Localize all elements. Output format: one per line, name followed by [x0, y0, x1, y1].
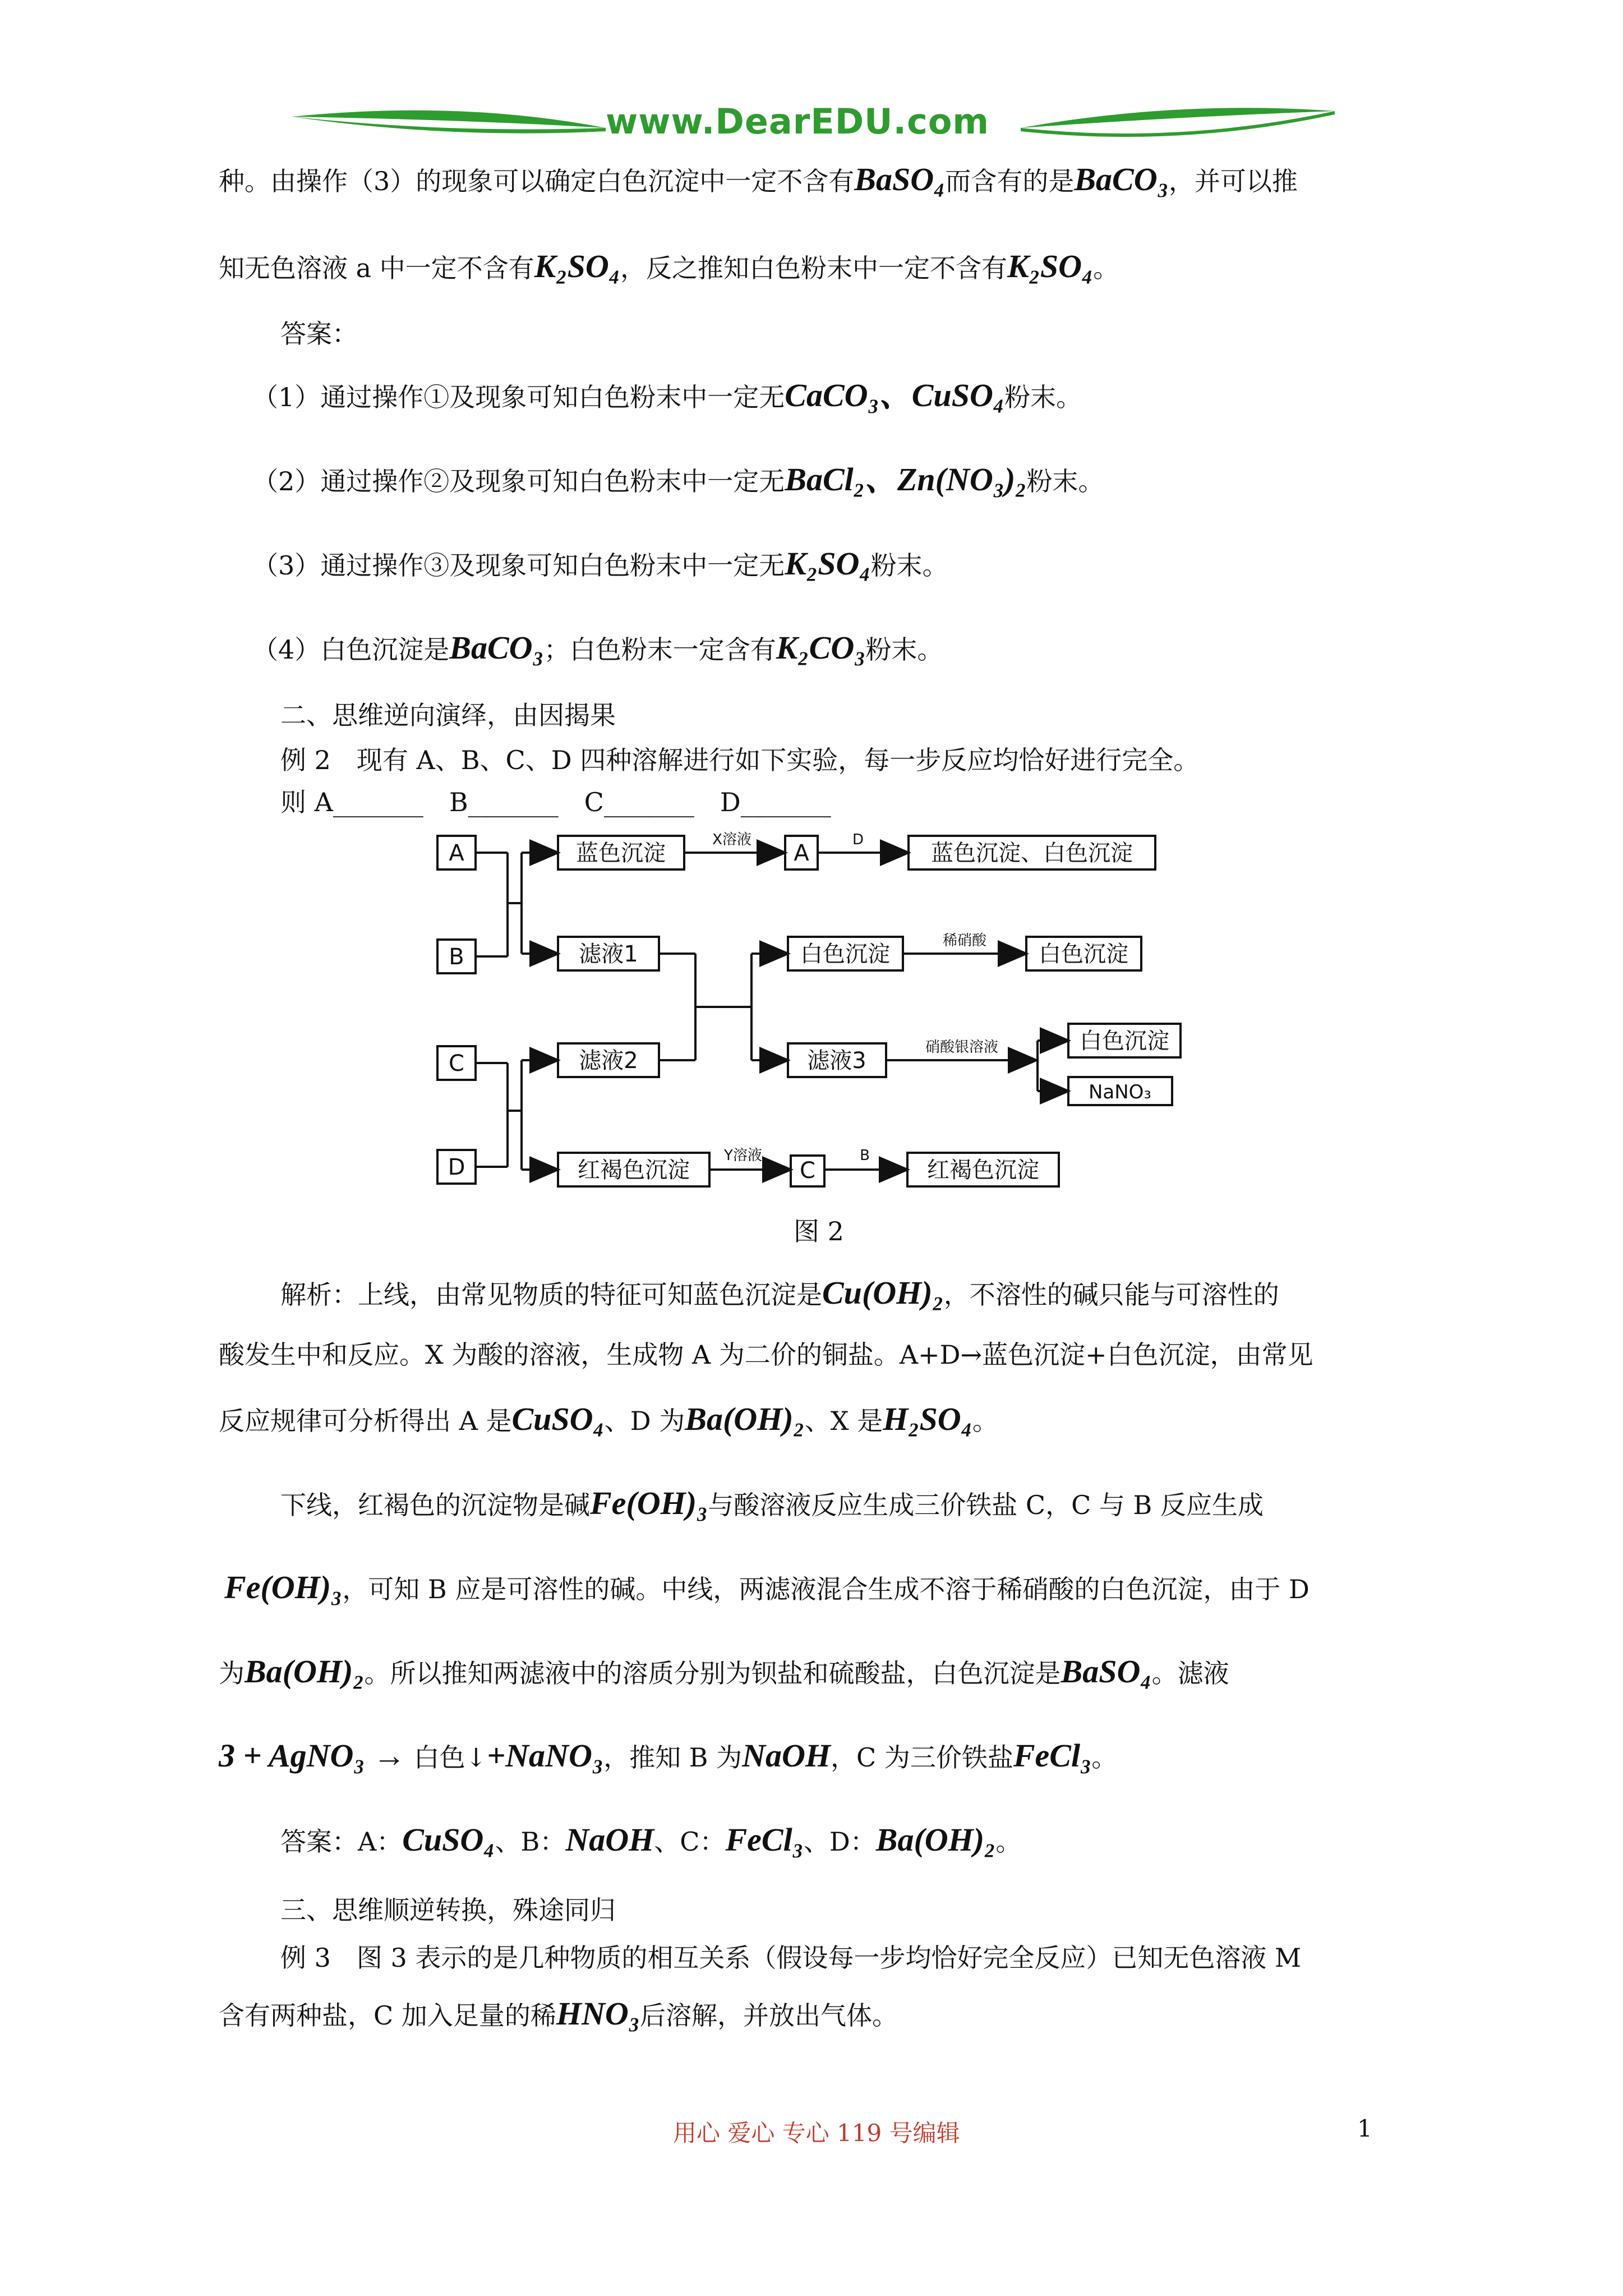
- para2-line: 知无色溶液 a 中一定不含有K₂SO₄，反之推知白色粉末中一定不含有K₂SO₄。: [219, 248, 1119, 284]
- node-c: C: [449, 1051, 464, 1076]
- analysis-line-4: 下线，红褐色的沉淀物是碱Fe(OH)₃与酸溶液反应生成三价铁盐 C，C 与 B 反应生成: [280, 1485, 1264, 1521]
- node-blue-ppt: 蓝色沉淀: [576, 840, 666, 866]
- section2-title: 二、思维逆向演绎，由因揭果: [280, 700, 616, 730]
- para1-line: 种。由操作（3）的现象可以确定白色沉淀中一定不含有BaSO₄而含有的是BaCO₃，并可以推: [219, 161, 1298, 197]
- node-filtrate3: 滤液3: [807, 1048, 866, 1074]
- node-d: D: [448, 1154, 465, 1180]
- node-red-brown2: 红褐色沉淀: [927, 1157, 1039, 1183]
- analysis-line-2: 酸发生中和反应。X 为酸的溶液，生成物 A 为二价的铜盐。A+D→蓝色沉淀+白色沉淀，由常见: [219, 1340, 1313, 1370]
- site-logo: www.DearEDU.com: [606, 101, 990, 142]
- section3-title: 三、思维顺逆转换，殊途同归: [280, 1895, 616, 1925]
- example2-text: 例 2 现有 A、B、C、D 四种溶解进行如下实验，每一步反应均恰好进行完全。: [280, 745, 1200, 775]
- label-b: B: [860, 1147, 870, 1164]
- node-filtrate1: 滤液1: [579, 941, 638, 967]
- label-d: D: [852, 831, 864, 848]
- page-number: 1: [1357, 2115, 1372, 2142]
- answer-4: （4）白色沉淀是BaCO₃；白色粉末一定含有K₂CO₃粉末。: [252, 629, 943, 666]
- label-agno3: 硝酸银溶液: [925, 1039, 999, 1056]
- label-dil-nitric: 稀硝酸: [942, 932, 987, 949]
- node-blue-white: 蓝色沉淀、白色沉淀: [931, 840, 1133, 866]
- node-white1: 白色沉淀: [800, 941, 890, 967]
- analysis-line-5: Fe(OH)₃，可知 B 应是可溶性的碱。中线，两滤液混合生成不溶于稀硝酸的白色沉淀，由于 D: [224, 1569, 1310, 1605]
- answer-1: （1）通过操作①及现象可知白色粉末中一定无CaCO₃、CuSO₄粉末。: [252, 377, 1082, 413]
- node-nano3: NaNO₃: [1088, 1081, 1152, 1103]
- analysis-line-1: 解析：上线，由常见物质的特征可知蓝色沉淀是Cu(OH)₂，不溶性的碱只能与可溶性的: [280, 1274, 1279, 1311]
- node-white3: 白色沉淀: [1080, 1028, 1169, 1054]
- node-b: B: [449, 944, 464, 970]
- answer-3: （3）通过操作③及现象可知白色粉末中一定无K₂SO₄粉末。: [252, 545, 948, 582]
- analysis-line-7: 3 + AgNO₃ → 白色↓+NaNO₃，推知 B 为NaOH，C 为三价铁盐FeCl₃。: [219, 1737, 1118, 1774]
- label-x-sol: X溶液: [712, 831, 751, 848]
- example3-line-2: 含有两种盐，C 加入足量的稀HNO₃后溶解，并放出气体。: [219, 1995, 898, 2032]
- label-y-sol: Y溶液: [724, 1147, 762, 1164]
- figure-caption: 图 2: [794, 1216, 844, 1246]
- node-filtrate2: 滤液2: [579, 1048, 638, 1074]
- answer-2: （2）通过操作②及现象可知白色粉末中一定无BaCl₂、Zn(NO₃)₂粉末。: [252, 461, 1104, 498]
- node-white2: 白色沉淀: [1039, 941, 1128, 967]
- node-red-brown: 红褐色沉淀: [578, 1157, 690, 1183]
- footer-text: 用心 爱心 专心 119 号编辑: [673, 2119, 960, 2147]
- reaction-flow-diagram: [432, 819, 1206, 1223]
- example3-line-1: 例 3 图 3 表示的是几种物质的相互关系（假设每一步均恰好完全反应）已知无色溶液 M: [280, 1943, 1302, 1973]
- node-a: A: [449, 840, 464, 866]
- node-a2: A: [794, 840, 809, 866]
- answer-label: 答案：: [280, 319, 358, 349]
- analysis-line-3: 反应规律可分析得出 A 是CuSO₄、D 为Ba(OH)₂、X 是H₂SO₄。: [219, 1401, 998, 1437]
- node-c2: C: [800, 1158, 815, 1184]
- answer2-line: 答案：A：CuSO₄、B：NaOH、C：FeCl₃、D：Ba(OH)₂。: [280, 1821, 1022, 1858]
- analysis-line-6: 为Ba(OH)₂。所以推知两滤液中的溶质分别为钡盐和硫酸盐，白色沉淀是BaSO₄。滤液: [219, 1653, 1229, 1690]
- example2-blanks: 则 A_______ B_______ C_______ D_______: [280, 787, 831, 817]
